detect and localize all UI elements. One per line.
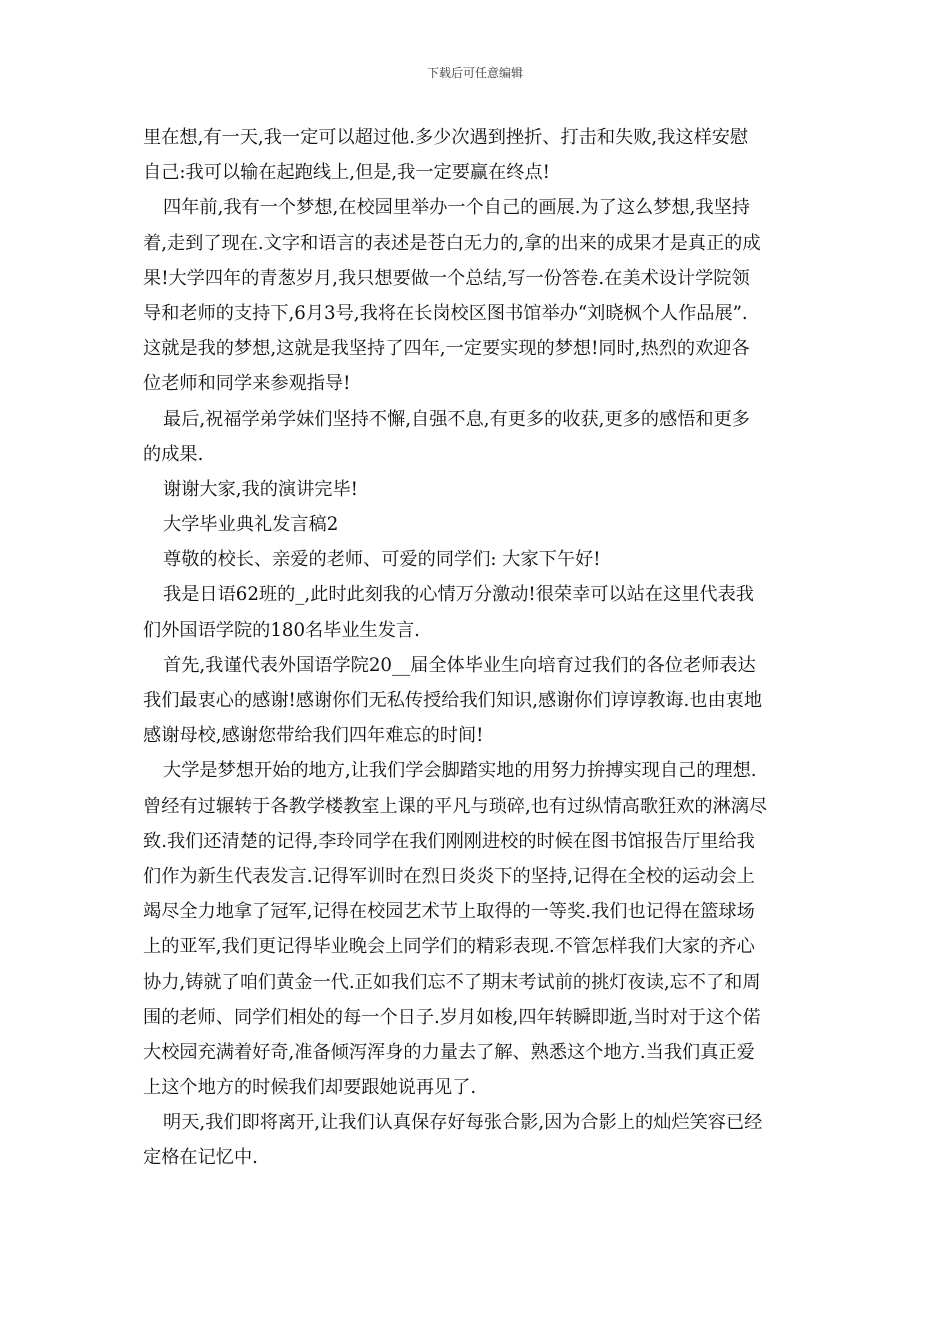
- text-line: 自己:我可以输在起跑线上,但是,我一定要赢在终点!: [143, 162, 550, 184]
- text-line: 着,走到了现在.文字和语言的表述是苍白无力的,拿的出来的成果才是真正的成: [143, 232, 761, 254]
- text-line: 位老师和同学来参观指导!: [143, 373, 351, 395]
- text-line: 定格在记忆中.: [143, 1147, 258, 1169]
- text-line: 四年前,我有一个梦想,在校园里举办一个自己的画展.为了这么梦想,我坚持: [163, 197, 750, 219]
- text-line: 首先,我谨代表外国语学院20__届全体毕业生向培育过我们的各位老师表达: [163, 654, 756, 676]
- text-line: 大学毕业典礼发言稿2: [163, 514, 339, 536]
- text-line: 协力,铸就了咱们黄金一代.正如我们忘不了期末考试前的挑灯夜读,忘不了和周: [143, 971, 761, 993]
- text-line: 围的老师、同学们相处的每一个日子.岁月如梭,四年转瞬即逝,当时对于这个偌: [143, 1006, 761, 1028]
- text-line: 竭尽全力地拿了冠军,记得在校园艺术节上取得的一等奖.我们也记得在篮球场: [143, 901, 755, 923]
- text-line: 们外国语学院的180名毕业生发言.: [143, 619, 420, 641]
- text-line: 里在想,有一天,我一定可以超过他.多少次遇到挫折、打击和失败,我这样安慰: [143, 127, 749, 148]
- text-line: 致.我们还清楚的记得,李玲同学在我们刚刚进校的时候在图书馆报告厅里给我: [143, 830, 755, 852]
- text-line: 我是日语62班的_,此时此刻我的心情万分激动!很荣幸可以站在这里代表我: [163, 584, 754, 606]
- document-body: [143, 120, 808, 1176]
- text-line: 感谢母校,感谢您带给我们四年难忘的时间!: [143, 725, 484, 747]
- text-line: 大学是梦想开始的地方,让我们学会脚踏实地的用努力拚搏实现自己的理想.: [163, 760, 757, 782]
- text-line: 导和老师的支持下,6月3号,我将在长岗校区图书馆举办“刘晓枫个人作品展”.: [143, 302, 748, 324]
- page-header: 下载后可任意编辑: [426, 66, 523, 80]
- text-line: 大校园充满着好奇,准备倾泻浑身的力量去了解、熟悉这个地方.当我们真正爱: [143, 1041, 755, 1063]
- text-line: 们作为新生代表发言.记得军训时在烈日炎炎下的坚持,记得在全校的运动会上: [143, 865, 755, 887]
- text-line: 的成果.: [143, 443, 204, 465]
- text-line: 最后,祝福学弟学妹们坚持不懈,自强不息,有更多的收获,更多的感悟和更多: [163, 408, 750, 430]
- text-line: 明天,我们即将离开,让我们认真保存好每张合影,因为合影上的灿烂笑容已经: [163, 1112, 763, 1134]
- text-line: 果!大学四年的青葱岁月,我只想要做一个总结,写一份答卷.在美术设计学院领: [143, 267, 750, 289]
- text-line: 谢谢大家,我的演讲完毕!: [163, 478, 358, 500]
- text-line: 上这个地方的时候我们却要跟她说再见了.: [143, 1077, 477, 1099]
- text-line: 我们最衷心的感谢!感谢你们无私传授给我们知识,感谢你们谆谆教诲.也由衷地: [143, 690, 763, 711]
- text-line: 这就是我的梦想,这就是我坚持了四年,一定要实现的梦想!同时,热烈的欢迎各: [143, 338, 750, 360]
- text-line: 曾经有过辗转于各教学楼教室上课的平凡与琐碎,也有过纵情高歌狂欢的淋漓尽: [143, 795, 768, 817]
- text-line: 上的亚军,我们更记得毕业晚会上同学们的精彩表现.不管怎样我们大家的齐心: [143, 936, 755, 958]
- text-line: 尊敬的校长、亲爱的老师、可爱的同学们: 大家下午好!: [163, 549, 601, 571]
